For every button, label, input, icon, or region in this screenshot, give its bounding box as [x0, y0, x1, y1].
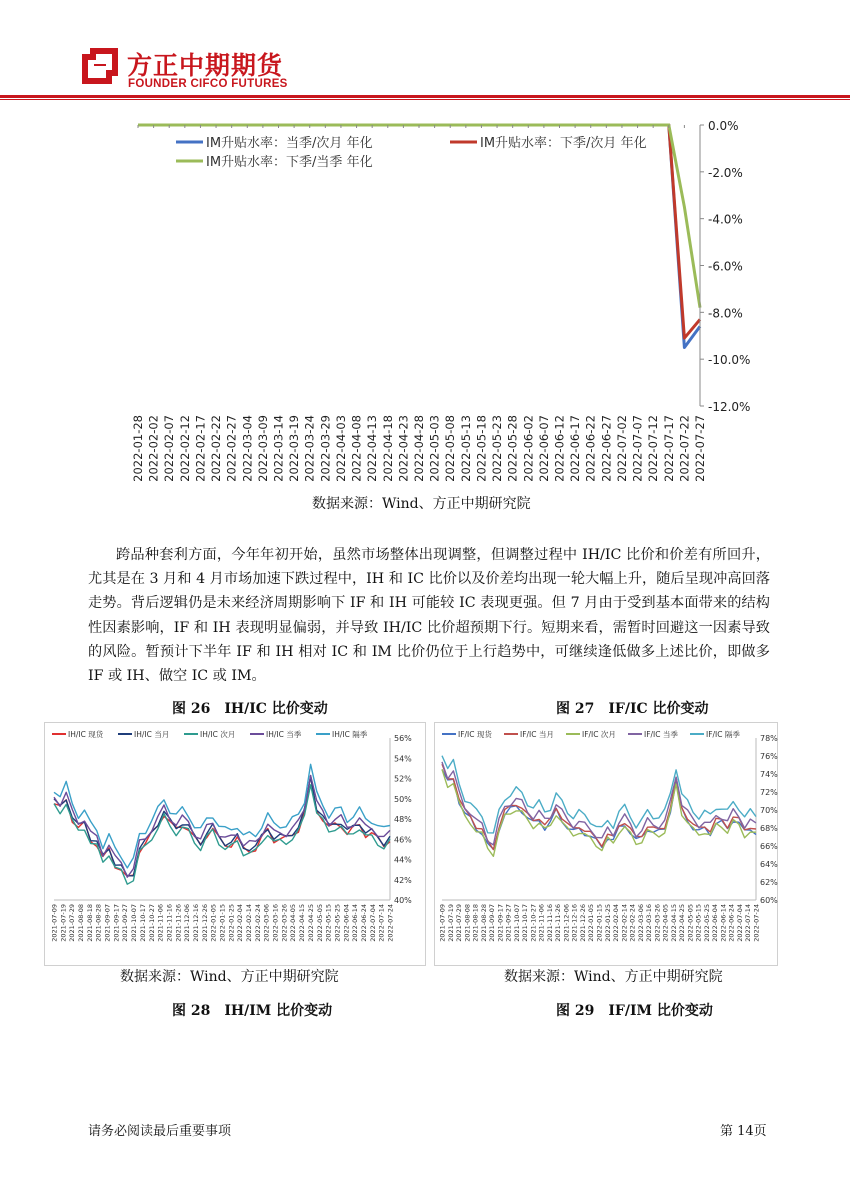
x-tick-label: 2022-04-25: [678, 904, 687, 942]
figure-28-title: 图 28 IH/IM 比价变动: [172, 1003, 333, 1019]
brand-name-en: FOUNDER CIFCO FUTURES: [128, 78, 288, 90]
y-tick-label: 48%: [394, 815, 412, 824]
im-x-tick-label: 2022-03-04: [240, 415, 255, 482]
im-x-tick-label: 2022-06-07: [536, 415, 551, 482]
im-x-tick-label: 2022-07-02: [614, 415, 629, 482]
x-tick-label: 2021-11-06: [156, 904, 165, 942]
x-tick-label: 2022-05-15: [694, 904, 703, 942]
x-tick-label: 2022-07-14: [744, 904, 753, 942]
y-tick-label: 42%: [394, 875, 412, 885]
im-x-tick-label: 2022-03-29: [318, 415, 333, 482]
page-number: 第 14页: [720, 1124, 767, 1139]
figure-29-title: 图 29 IF/IM 比价变动: [556, 1003, 713, 1019]
im-x-tick-label: 2022-06-12: [552, 415, 567, 482]
x-tick-label: 2022-04-15: [669, 904, 678, 942]
im-x-tick-label: 2022-05-13: [458, 415, 473, 482]
x-tick-label: 2021-10-27: [529, 904, 538, 942]
x-tick-label: 2022-04-05: [661, 904, 670, 942]
x-tick-label: 2021-08-28: [94, 904, 103, 942]
im-x-tick-label: 2022-05-18: [474, 415, 489, 482]
im-y-tick-label: -4.0%: [708, 212, 743, 227]
im-x-tick-label: 2022-06-02: [521, 415, 536, 482]
y-tick-label: 68%: [760, 824, 778, 833]
x-tick-label: 2021-11-16: [165, 904, 174, 942]
company-logo-icon: [80, 46, 120, 86]
x-tick-label: 2021-07-29: [455, 904, 464, 942]
y-tick-label: 76%: [760, 752, 778, 761]
if-ic-ratio-chart: [434, 722, 778, 966]
x-tick-label: 2022-06-24: [727, 904, 736, 942]
im-x-tick-label: 2022-02-02: [146, 415, 161, 482]
im-x-tick-label: 2022-04-03: [333, 415, 348, 482]
x-tick-label: 2022-03-26: [280, 904, 289, 942]
legend-label: IH/IC 当季: [266, 730, 302, 739]
x-tick-label: 2022-02-04: [236, 904, 245, 942]
im-x-tick-label: 2022-07-12: [646, 415, 661, 482]
x-tick-label: 2021-09-27: [121, 904, 130, 942]
im-x-tick-label: 2022-02-27: [224, 415, 239, 482]
y-tick-label: 40%: [394, 896, 412, 905]
x-tick-label: 2021-09-17: [496, 904, 505, 942]
x-tick-label: 2021-12-26: [200, 904, 209, 942]
x-tick-label: 2022-07-24: [386, 904, 395, 942]
x-tick-label: 2022-01-15: [595, 904, 604, 942]
y-tick-label: 52%: [394, 774, 412, 784]
brand-name-cn: 方正中期期货: [127, 51, 284, 80]
x-tick-label: 2022-01-05: [587, 904, 596, 942]
im-x-tick-label: 2022-03-24: [302, 415, 317, 482]
im-x-tick-label: 2022-05-03: [427, 415, 442, 482]
fig27-source: 数据来源：Wind、方正中期研究院: [504, 969, 723, 985]
im-legend-label: IM升贴水率：下季/次月 年化: [480, 136, 647, 151]
im-x-tick-label: 2022-03-19: [287, 415, 302, 482]
im-x-tick-label: 2022-04-23: [396, 415, 411, 482]
x-tick-label: 2022-02-24: [628, 904, 637, 942]
x-tick-label: 2021-10-17: [521, 904, 530, 942]
im-x-tick-label: 2022-04-28: [412, 415, 426, 482]
im-x-tick-label: 2022-07-22: [677, 415, 692, 482]
im-y-tick-label: -6.0%: [708, 259, 743, 274]
figure-26-title: 图 26 IH/IC 比价变动: [172, 701, 328, 717]
x-tick-label: 2021-07-29: [68, 904, 77, 942]
x-tick-label: 2021-12-16: [570, 904, 579, 942]
y-tick-label: 70%: [760, 806, 778, 815]
im-x-tick-label: 2022-05-23: [490, 415, 505, 482]
x-tick-label: 2021-12-26: [578, 904, 587, 942]
x-tick-label: 2022-02-14: [245, 904, 254, 942]
im-x-tick-label: 2022-07-07: [630, 415, 645, 482]
y-tick-label: 72%: [760, 788, 778, 797]
x-tick-label: 2021-10-07: [512, 904, 521, 942]
x-tick-label: 2021-11-26: [174, 904, 183, 942]
im-x-tick-label: 2022-06-27: [599, 415, 614, 482]
legend-label: IF/IC 现货: [458, 730, 492, 739]
y-tick-label: 62%: [760, 878, 778, 887]
x-tick-label: 2022-07-24: [752, 904, 761, 942]
x-tick-label: 2022-03-16: [271, 904, 280, 942]
im-y-tick-label: -12.0%: [708, 400, 751, 414]
im-x-tick-label: 2022-04-08: [349, 415, 364, 482]
legend-label: IF/IC 次月: [582, 730, 616, 739]
x-tick-label: 2022-05-25: [702, 904, 711, 942]
y-tick-label: 56%: [394, 734, 412, 743]
x-tick-label: 2021-08-08: [463, 904, 472, 942]
y-tick-label: 64%: [760, 860, 778, 869]
y-tick-label: 78%: [760, 734, 778, 743]
x-tick-label: 2022-07-14: [377, 904, 386, 942]
im-x-tick-label: 2022-02-07: [162, 415, 177, 482]
y-tick-label: 50%: [394, 794, 412, 804]
x-tick-label: 2022-06-14: [719, 904, 728, 942]
x-tick-label: 2022-05-05: [315, 904, 324, 942]
x-tick-label: 2022-01-25: [603, 904, 612, 942]
x-tick-label: 2021-08-08: [77, 904, 86, 942]
x-tick-label: 2022-05-25: [333, 904, 342, 942]
im-x-tick-label: 2022-07-17: [661, 415, 676, 482]
im-basis-chart: [128, 112, 768, 492]
im-x-tick-label: 2022-02-12: [177, 415, 192, 482]
y-tick-label: 44%: [394, 855, 412, 865]
x-tick-label: 2021-08-28: [479, 904, 488, 942]
legend-label: IH/IC 次月: [200, 730, 236, 739]
im-x-tick-label: 2022-01-28: [131, 415, 145, 482]
im-legend: [176, 135, 647, 170]
im-legend-label: IM升贴水率：下季/当季 年化: [206, 155, 373, 170]
x-tick-label: 2022-03-06: [636, 904, 645, 942]
x-tick-label: 2021-12-06: [183, 904, 192, 942]
x-tick-label: 2022-04-05: [289, 904, 298, 942]
x-tick-label: 2022-07-04: [368, 904, 377, 942]
x-tick-label: 2022-05-15: [324, 904, 333, 942]
y-tick-label: 54%: [394, 754, 412, 764]
im-x-tick-label: 2022-02-22: [209, 415, 224, 482]
im-series-line: [138, 125, 700, 308]
x-tick-label: 2022-02-04: [612, 904, 621, 942]
header-divider: [0, 95, 850, 98]
x-tick-label: 2021-11-16: [545, 904, 554, 942]
body-paragraph: 跨品种套利方面，今年年初开始，虽然市场整体出现调整，但调整过程中 IH/IC 比价和价差有所回升，尤其是在 3 月和 4 月市场加速下跌过程中，IH 和 IC 比价以及价差均出现一轮大幅上升，随后呈现冲高回落走势。背后逻辑仍是未来经济周期影响下 IF 和 IH 可能较 IC 表现更强。但 7 月由于受到基本面带来的结构性因素影响，IF 和 IH 表现明显偏弱，并导致 IH/IC 比价超预期下行。短期来看，需暂时回避这一因素导致的风险。暂预计下半年 IF 和 IH 相对 IC 和 IM 比价仍位于上行趋势中，可继续逢低做多上述比价，即做多 IF 或 IH、做空 IC 或 IM。: [88, 547, 770, 685]
x-tick-label: 2021-07-09: [438, 904, 447, 942]
x-tick-label: 2021-11-26: [554, 904, 563, 942]
im-x-tick-label: 2022-06-17: [568, 415, 583, 482]
x-tick-label: 2022-03-06: [262, 904, 271, 942]
ih-ic-ratio-chart: [44, 722, 426, 966]
x-tick-label: 2022-04-15: [298, 904, 307, 942]
y-tick-label: 66%: [760, 842, 778, 851]
x-tick-label: 2021-09-07: [488, 904, 497, 942]
legend-label: IH/IC 隔季: [332, 730, 368, 739]
x-tick-label: 2021-11-06: [537, 904, 546, 942]
im-y-tick-label: -10.0%: [708, 353, 751, 368]
x-tick-label: 2021-08-18: [471, 904, 480, 942]
footer-disclaimer: 请务必阅读最后重要事项: [88, 1124, 232, 1139]
x-tick-label: 2021-08-18: [85, 904, 94, 942]
x-tick-label: 2022-01-05: [209, 904, 218, 942]
x-tick-label: 2021-12-16: [191, 904, 200, 942]
x-tick-label: 2022-01-15: [218, 904, 227, 942]
im-y-tick-label: -8.0%: [708, 306, 743, 321]
x-tick-label: 2022-03-26: [653, 904, 662, 942]
fig26-source: 数据来源：Wind、方正中期研究院: [120, 969, 339, 985]
im-x-tick-label: 2022-06-22: [583, 415, 598, 482]
x-tick-label: 2021-09-17: [112, 904, 121, 942]
x-tick-label: 2021-07-19: [59, 904, 68, 942]
im-x-tick-label: 2022-05-08: [443, 415, 458, 482]
im-x-tick-label: 2022-05-28: [505, 415, 520, 482]
im-x-tick-label: 2022-03-09: [255, 415, 270, 482]
im-y-tick-label: 0.0%: [708, 119, 739, 133]
x-tick-label: 2022-02-24: [253, 904, 262, 942]
im-y-axis: [700, 119, 750, 414]
y-tick-label: 60%: [760, 896, 778, 905]
figure-27-title: 图 27 IF/IC 比价变动: [556, 701, 709, 717]
x-tick-label: 2021-07-19: [446, 904, 455, 942]
x-tick-label: 2022-07-04: [735, 904, 744, 942]
x-tick-label: 2021-10-17: [138, 904, 147, 942]
x-tick-label: 2022-05-05: [686, 904, 695, 942]
x-tick-label: 2021-09-07: [103, 904, 112, 942]
im-y-tick-label: -2.0%: [708, 165, 743, 180]
x-tick-label: 2022-02-14: [620, 904, 629, 942]
x-tick-label: 2022-06-14: [351, 904, 360, 942]
x-tick-label: 2022-04-25: [306, 904, 315, 942]
im-chart-source: 数据来源：Wind、方正中期研究院: [312, 496, 531, 512]
x-tick-label: 2022-06-04: [342, 904, 351, 942]
legend-label: IF/IC 当月: [520, 730, 554, 739]
x-tick-label: 2022-01-25: [227, 904, 236, 942]
x-tick-label: 2022-06-24: [359, 904, 368, 942]
im-x-axis: [131, 125, 707, 482]
header-divider-thin: [0, 99, 850, 100]
x-tick-label: 2022-06-04: [711, 904, 720, 942]
legend-label: IH/IC 当月: [134, 730, 170, 739]
x-tick-label: 2021-07-09: [50, 904, 59, 942]
x-tick-label: 2021-10-07: [130, 904, 139, 942]
im-x-tick-label: 2022-03-14: [271, 415, 286, 482]
x-tick-label: 2021-10-27: [147, 904, 156, 942]
im-x-tick-label: 2022-04-13: [365, 415, 380, 482]
legend-label: IH/IC 现货: [68, 730, 104, 739]
x-tick-label: 2021-12-06: [562, 904, 571, 942]
im-x-tick-label: 2022-07-27: [693, 415, 707, 482]
y-tick-label: 46%: [394, 835, 412, 845]
im-x-tick-label: 2022-02-17: [193, 415, 208, 482]
im-legend-label: IM升贴水率：当季/次月 年化: [206, 136, 373, 151]
legend-label: IF/IC 当季: [644, 730, 678, 739]
x-tick-label: 2021-09-27: [504, 904, 513, 942]
x-tick-label: 2022-03-16: [645, 904, 654, 942]
y-tick-label: 74%: [760, 770, 778, 779]
im-x-tick-label: 2022-04-18: [380, 415, 395, 482]
legend-label: IF/IC 隔季: [706, 730, 740, 739]
